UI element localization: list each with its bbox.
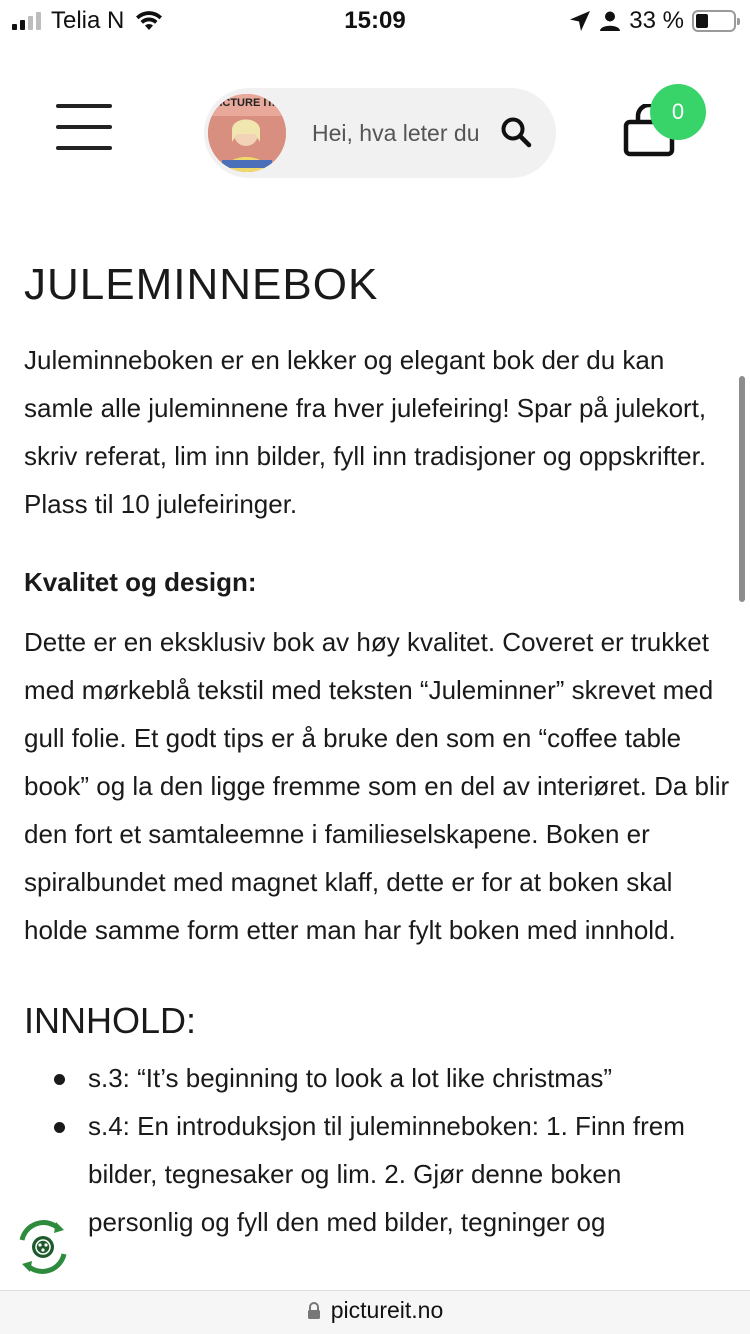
contents-heading: INNHOLD: [24,1000,197,1041]
product-description [24,254,734,1246]
status-bar [0,0,750,42]
page-title: JULEMINNEBOK [24,260,379,309]
avatar-logo-text: PICTURE IT. [212,97,275,109]
recycle-badge-icon[interactable] [12,1216,74,1278]
browser-url-bar[interactable] [0,1290,750,1334]
url-text[interactable]: pictureit.no [330,1297,444,1323]
contents-list [24,1054,734,1246]
menu-button[interactable] [56,104,112,152]
battery-percent: 33 % [629,7,684,34]
cart-count-badge[interactable]: 0 [650,84,706,140]
battery-icon [692,10,736,32]
search-icon[interactable] [500,116,532,148]
status-right [569,6,736,36]
hamburger-menu-icon [56,104,112,108]
list-item: s.3: “It’s beginning to look a lot like christmas” [88,1054,734,1102]
search-input[interactable] [312,110,480,156]
intro-text: Juleminneboken er en lekker og elegant bok der du kan samle alle juleminnene fra hver julefeiring! Spar på julekort, skriv referat, lim inn bilder, fyll inn tradisjoner og oppskrifter. Plass til 10 julefeiringer. [24,345,707,519]
avatar[interactable] [208,94,286,172]
list-item: s.4: En introduksjon til juleminneboken: 1. Finn frem bilder, tegnesaker og lim. 2. Gjør denne boken personlig og fyll den med bilder, tegninger og [88,1102,734,1246]
cart-button[interactable] [622,84,712,164]
location-arrow-icon [569,10,591,32]
quality-heading: Kvalitet og design: [24,567,257,597]
status-time: 15:09 [344,7,406,34]
battery-level [696,14,708,28]
lock-icon [307,1302,321,1320]
search-bar[interactable] [204,88,556,178]
scrollbar[interactable] [739,376,745,602]
person-icon [599,10,621,32]
carrier-name: Telia N [51,7,125,34]
quality-text: Dette er en eksklusiv bok av høy kvalitet. Coveret er trukket med mørkeblå tekstil med teksten “Juleminner” skrevet med gull folie. Et godt tips er å bruke den som en “coffee table book” og la den ligge fremme som en del av interiøret. Da blir den fort et samtaleemne i familieselskapene. Boken er spiralbundet med magnet klaff, dette er for at boken skal holde samme form etter man har fylt boken med innhold. [24,627,730,945]
